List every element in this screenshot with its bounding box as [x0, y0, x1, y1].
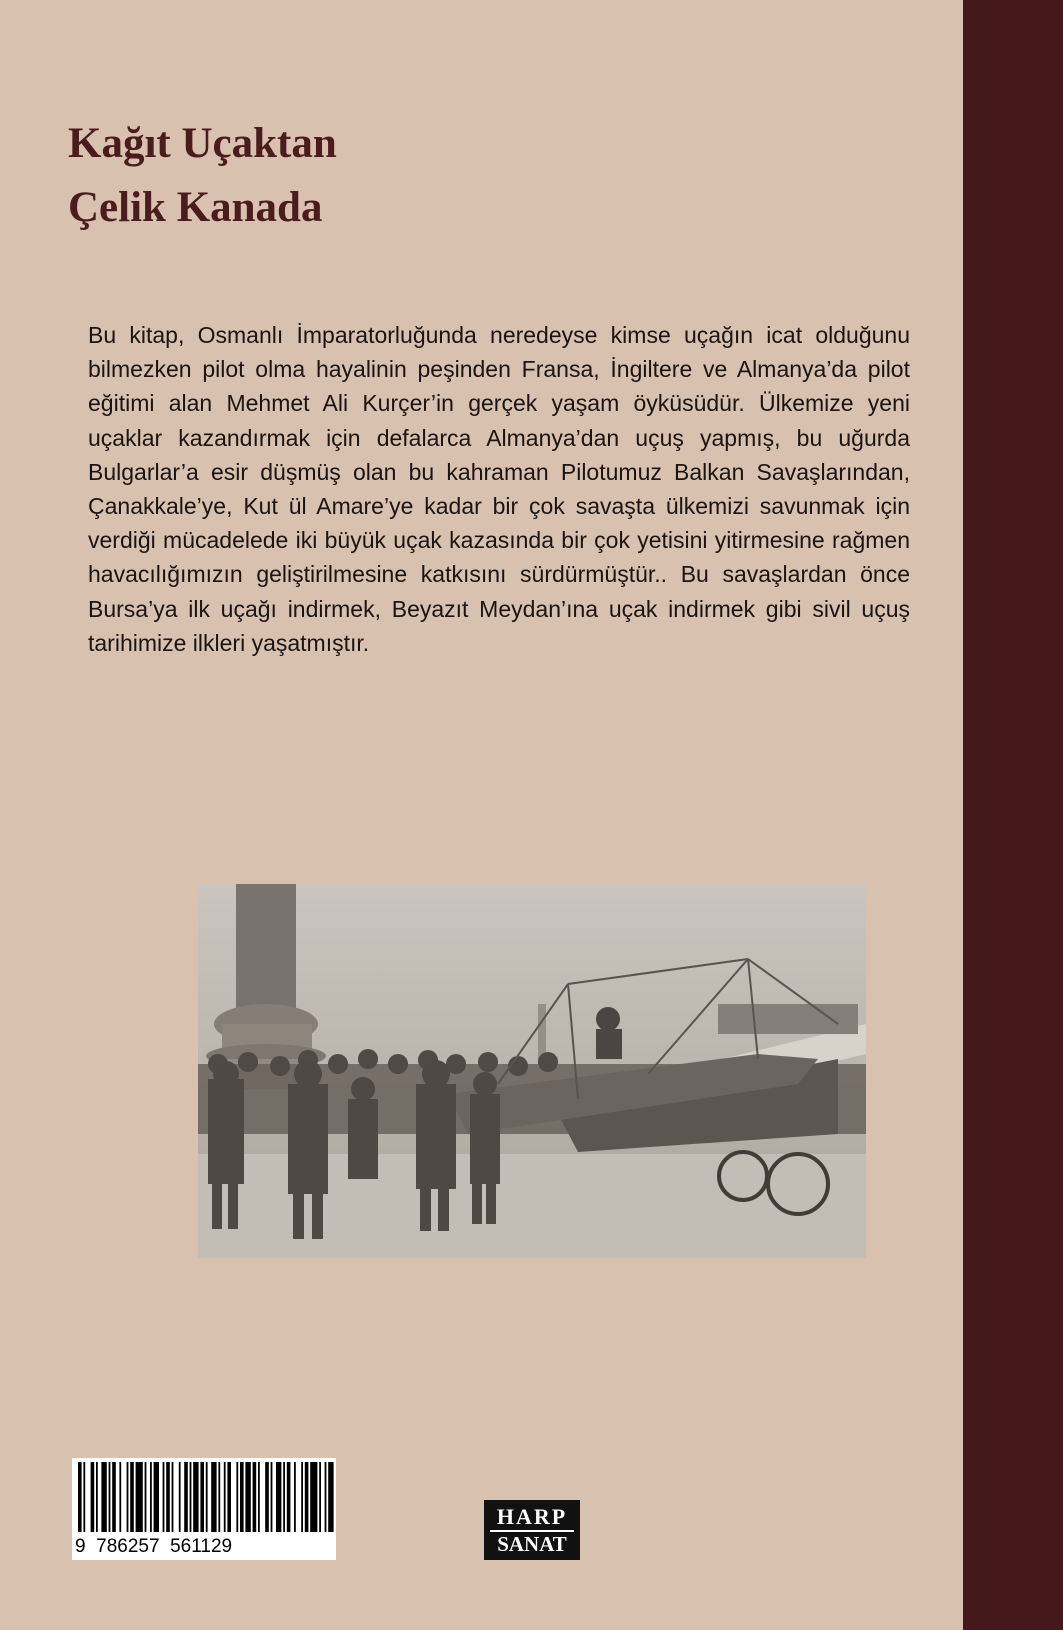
back-cover-blurb: Bu kitap, Osmanlı İmparatorluğunda neredeyse kimse uçağın icat olduğunu bilmezken pilot olma hayalinin peşinden Fransa, İngiltere ve Almanya’da pilot eğitimi alan Mehmet Ali Kurçer’in gerçek yaşam öyküsüdür. Ülkemize yeni uçaklar kazandırmak için defalarca Almanya’dan uçuş yapmış, bu uğurda Bulgarlar’a esir düşmüş olan bu kahraman Pilotumuz Balkan Savaşlarından, Çanakkale’ye, Kut ül Amare’ye kadar bir çok savaşta ülkemizi savunmak için verdiği mücadelede iki büyük uçak kazasında bir çok yetisini yitirmesine rağmen havacılığımızın geliştirilmesine katkısını sürdürmüştür.. Bu savaşlardan önce Bursa’ya ilk uçağı indirmek, Beyazıt Meydan’ına uçak indirmek gibi sivil uçuş tarihimize ilkleri yaşatmıştır.	[88, 322, 910, 656]
publisher-logo	[484, 1500, 580, 1560]
title-line-1: Kağıt Uçaktan	[68, 120, 337, 167]
publisher-logo-line-2: SANAT	[497, 1532, 567, 1556]
book-title	[68, 112, 337, 240]
title-line-2: Çelik Kanada	[68, 184, 323, 231]
historical-photo	[198, 884, 866, 1258]
isbn-barcode	[72, 1458, 336, 1560]
barcode-bars	[72, 1458, 336, 1534]
isbn-number: 9 786257 561129	[75, 1536, 233, 1557]
book-spine	[963, 0, 1063, 1630]
publisher-logo-line-1: HARP	[496, 1504, 568, 1529]
